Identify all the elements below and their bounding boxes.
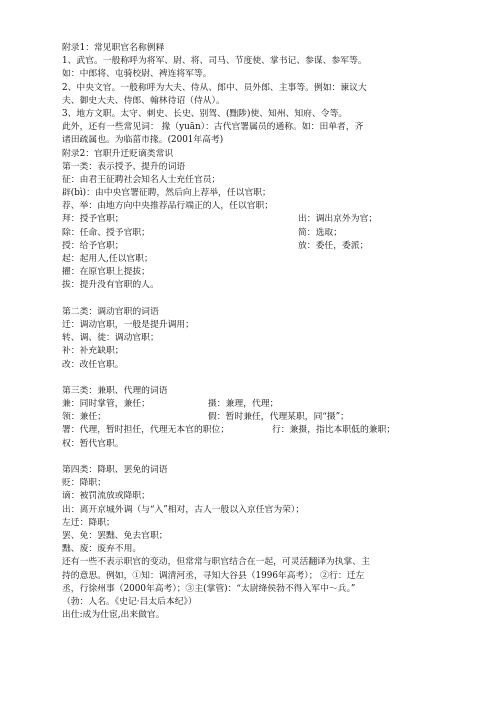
paragraph: 丞，行徐州事（2000年高考）；③主(掌管)：“太尉绛侯勃不得入军中～兵。” [62, 583, 356, 594]
paragraph: 持的意思。例如，①知：调清河丞，寻知大谷县（1996年高考）； ②行：迁左 [62, 570, 365, 581]
paragraph: 改：改任官职。 [62, 359, 124, 370]
paired-line [62, 411, 442, 424]
term-right: 摄：兼理，代理； [208, 399, 279, 410]
document-body [62, 42, 442, 622]
term-right: 行：兼摄，指比本职低的兼职； [272, 425, 396, 436]
paragraph: 辟(bì)：由中央官署征聘，然后向上荐举，任以官职； [62, 188, 271, 199]
section-heading: 第四类：降职、罢免的词语 [62, 465, 168, 475]
paragraph: 转、调、徙：调动官职； [62, 333, 159, 344]
paragraph: 贬：降职； [62, 478, 106, 489]
paragraph: 起：起用人,任以官职； [62, 254, 153, 264]
appendix1-title: 附录1：常见职官名称例释 [62, 43, 165, 53]
paragraph: 征：由君王征聘社会知名人士充任官员； [62, 174, 221, 185]
paragraph: 补：补充缺职； [62, 346, 124, 357]
paragraph: 3、地方文职。太守、刺史、长史、别驾、(黜陟)使、知州、知府、令等。 [62, 108, 348, 119]
term-right: 出：调出京外为官； [298, 214, 378, 225]
term-left: 授：给予官职； [62, 240, 124, 251]
paragraph: 2、中央文官。一般称呼为大夫、侍从、郎中、员外郎、主事等。例如：谏议大 [62, 82, 367, 93]
paragraph: 1、武官。一般称呼为将军、尉、将、司马、节度使、掌书记、参谋、参军等。 [62, 56, 367, 67]
paragraph: 谪：被罚流放或降职； [62, 491, 150, 502]
paragraph: 诸田疏属也。为临菑市掾。(2001年高考) [62, 135, 224, 146]
paragraph: 夫、御史大夫、侍郎、翰林待诏（侍从）。 [62, 95, 225, 106]
section-heading: 第一类：表示授予、提升的词语 [62, 161, 186, 172]
paragraph: 此外，还有一些常见词： 掾（yuān）：古代官署属员的通称。如：田单者，齐 [62, 122, 364, 133]
paired-line [62, 227, 442, 240]
paired-line [62, 213, 442, 226]
term-left: 领：兼任； [62, 412, 106, 423]
paired-line [62, 424, 442, 437]
paragraph: 擢：在原官职上提拔； [62, 267, 150, 278]
paragraph: 迁：调动官职，一般是提升调用； [62, 319, 194, 330]
paragraph: 拔：提升没有官职的人。 [62, 280, 159, 291]
paragraph: 权：暂代官职。 [62, 438, 124, 449]
term-right: 假：暂时兼任，代理某职，同“摄”； [208, 412, 349, 423]
paragraph: 出仕:成为仕宦,出来做官。 [62, 610, 165, 621]
term-right: 简：选取； [298, 227, 342, 238]
appendix2-title: 附录2：官职升迁贬谪类常识 [62, 148, 174, 159]
term-left: 拜：授予官职； [62, 214, 124, 225]
section-heading: 第三类：兼职、代理的词语 [62, 385, 168, 396]
paragraph: 罢、免：罢黜、免去官职； [62, 530, 168, 541]
paragraph: 黜、废：废弃不用。 [62, 544, 142, 555]
paragraph: 还有一些不表示职官的变动，但常常与职官结合在一起，可灵活翻译为执掌、主 [62, 557, 370, 568]
paragraph: 出：离开京城外调（与“入”相对，古人一般以入京任官为荣）； [62, 504, 305, 515]
term-left: 兼：同时掌管，兼任； [62, 399, 150, 410]
paragraph: 如：中郎将、屯骑校尉、裨连将军等。 [62, 69, 212, 80]
paired-line [62, 240, 442, 253]
section-heading: 第二类：调动官职的词语 [62, 306, 159, 317]
paired-line [62, 398, 442, 411]
term-left: 署：代理，暂时担任，代理无本官的职位； [62, 425, 230, 436]
term-right: 放：委任，委派； [298, 240, 369, 251]
paragraph: （勃：人名。《史记·吕太后本纪》） [62, 596, 197, 607]
term-left: 除：任命、授予官职； [62, 227, 150, 238]
paragraph: 荐、举：由地方向中央推荐品行端正的人，任以官职； [62, 201, 274, 212]
paragraph: 左迁：降职； [62, 517, 115, 528]
